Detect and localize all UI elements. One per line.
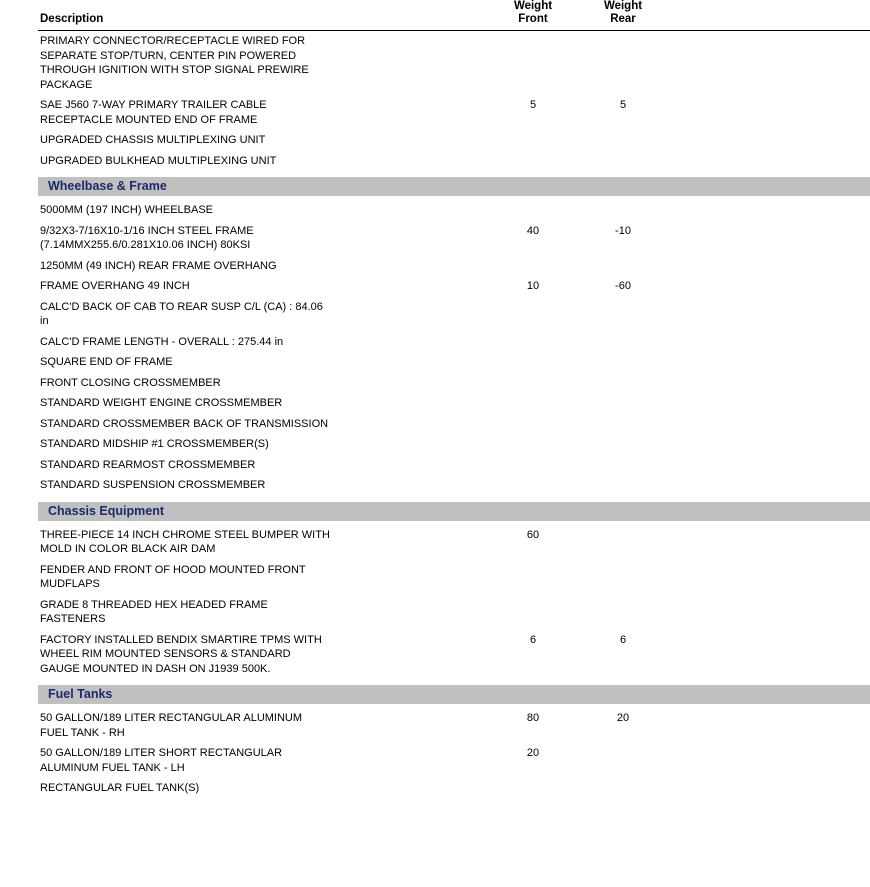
- row-spacer-cell: [0, 414, 38, 435]
- row-spacer-cell: [0, 743, 38, 778]
- row-description: CALC'D BACK OF CAB TO REAR SUSP C/L (CA) : 84.06 in: [40, 300, 323, 327]
- table-row: [0, 595, 870, 630]
- section-header-row: [0, 502, 870, 521]
- row-weight-front: 5: [529, 99, 537, 111]
- row-gap-cell: [338, 297, 488, 332]
- column-header-weight-front: [488, 0, 578, 30]
- row-description: FRONT CLOSING CROSSMEMBER: [40, 376, 221, 389]
- row-tail-cell: [668, 708, 870, 743]
- row-weight-rear: [578, 455, 668, 476]
- row-tail-cell: [668, 130, 870, 151]
- table-row: [0, 778, 870, 799]
- section-title: Chassis Equipment: [38, 502, 870, 521]
- section-header-row: [0, 685, 870, 704]
- table-row: [0, 200, 870, 221]
- row-tail-cell: [668, 256, 870, 277]
- table-row: [0, 95, 870, 130]
- row-weight-front: [488, 151, 578, 172]
- row-description: 1250MM (49 INCH) REAR FRAME OVERHANG: [40, 259, 277, 272]
- row-spacer-cell: [0, 434, 38, 455]
- row-gap-cell: [338, 630, 488, 680]
- row-description: UPGRADED BULKHEAD MULTIPLEXING UNIT: [40, 154, 277, 167]
- row-tail-cell: [668, 352, 870, 373]
- row-weight-front: [488, 373, 578, 394]
- row-tail-cell: [668, 297, 870, 332]
- row-weight-rear: [578, 332, 668, 353]
- row-spacer-cell: [0, 130, 38, 151]
- row-description: FACTORY INSTALLED BENDIX SMARTIRE TPMS WITH WHEEL RIM MOUNTED SENSORS & STANDARD GAUGE MOUNTED IN DASH ON J1939 500K.: [40, 633, 322, 675]
- row-tail-cell: [668, 434, 870, 455]
- row-gap-cell: [338, 595, 488, 630]
- row-gap-cell: [338, 475, 488, 496]
- row-weight-front: [488, 130, 578, 151]
- row-spacer-cell: [0, 332, 38, 353]
- row-gap-cell: [338, 525, 488, 560]
- column-header-weight-rear: [578, 0, 668, 30]
- row-description: STANDARD SUSPENSION CROSSMEMBER: [40, 479, 266, 491]
- row-spacer-cell: [0, 352, 38, 373]
- weight-rear-header-line1: Weight: [603, 0, 643, 12]
- section-left-pad: [0, 177, 38, 196]
- row-gap-cell: [338, 31, 488, 96]
- row-description: 9/32X3-7/16X10-1/16 INCH STEEL FRAME (7.14MMX255.6/0.281X10.06 INCH) 80KSI: [40, 224, 254, 251]
- table-row: [0, 393, 870, 414]
- row-gap-cell: [338, 373, 488, 394]
- row-weight-front: [488, 297, 578, 332]
- row-tail-cell: [668, 455, 870, 476]
- row-weight-front: [488, 595, 578, 630]
- row-tail-cell: [668, 414, 870, 435]
- row-description: UPGRADED CHASSIS MULTIPLEXING UNIT: [40, 134, 266, 146]
- table-row: [0, 475, 870, 496]
- row-spacer-cell: [0, 297, 38, 332]
- description-header-text: Description: [40, 13, 104, 25]
- row-weight-rear: [578, 31, 668, 96]
- table-body: [0, 31, 870, 799]
- table-row: [0, 414, 870, 435]
- row-weight-rear: [578, 475, 668, 496]
- row-weight-front: [488, 332, 578, 353]
- row-weight-front: 60: [526, 528, 540, 541]
- row-weight-rear: [578, 151, 668, 172]
- row-gap-cell: [338, 200, 488, 221]
- section-band-cell: [38, 502, 870, 521]
- row-weight-front: [488, 393, 578, 414]
- section-left-pad: [0, 685, 38, 704]
- row-weight-front: [488, 455, 578, 476]
- row-description: 50 GALLON/189 LITER RECTANGULAR ALUMINUM FUEL TANK - RH: [40, 712, 303, 739]
- row-weight-front: [488, 475, 578, 496]
- row-spacer-cell: [0, 595, 38, 630]
- row-weight-rear: 5: [619, 99, 627, 111]
- section-band-cell: [38, 177, 870, 196]
- row-tail-cell: [668, 525, 870, 560]
- row-weight-front: [488, 414, 578, 435]
- row-tail-cell: [668, 630, 870, 680]
- row-weight-rear: [578, 373, 668, 394]
- section-band-cell: [38, 685, 870, 704]
- section-header-row: [0, 177, 870, 196]
- row-description: GRADE 8 THREADED HEX HEADED FRAME FASTENERS: [40, 598, 268, 625]
- table-row: [0, 297, 870, 332]
- row-weight-rear: [578, 393, 668, 414]
- row-weight-rear: [578, 200, 668, 221]
- row-gap-cell: [338, 743, 488, 778]
- table-row: [0, 130, 870, 151]
- column-header-description: [38, 0, 338, 30]
- row-gap-cell: [338, 221, 488, 256]
- row-weight-rear: [578, 434, 668, 455]
- row-description: 50 GALLON/189 LITER SHORT RECTANGULAR ALUMINUM FUEL TANK - LH: [40, 747, 283, 774]
- row-gap-cell: [338, 151, 488, 172]
- row-gap-cell: [338, 332, 488, 353]
- row-gap-cell: [338, 434, 488, 455]
- row-gap-cell: [338, 455, 488, 476]
- row-description: STANDARD WEIGHT ENGINE CROSSMEMBER: [40, 397, 283, 409]
- table-row: [0, 332, 870, 353]
- row-tail-cell: [668, 31, 870, 96]
- row-spacer-cell: [0, 475, 38, 496]
- row-weight-rear: [578, 595, 668, 630]
- table-row: [0, 151, 870, 172]
- row-weight-front: 40: [526, 224, 540, 237]
- row-weight-front: [488, 434, 578, 455]
- section-left-pad: [0, 502, 38, 521]
- section-title: Wheelbase & Frame: [38, 177, 870, 196]
- row-description: THREE-PIECE 14 INCH CHROME STEEL BUMPER WITH MOLD IN COLOR BLACK AIR DAM: [40, 528, 330, 555]
- row-spacer-cell: [0, 560, 38, 595]
- table-row: [0, 743, 870, 778]
- row-weight-rear: [578, 352, 668, 373]
- row-spacer-cell: [0, 393, 38, 414]
- table-row: [0, 276, 870, 297]
- header-tail-cell: [668, 0, 870, 30]
- row-spacer-cell: [0, 256, 38, 277]
- row-gap-cell: [338, 560, 488, 595]
- row-weight-rear: 6: [619, 633, 627, 646]
- row-spacer-cell: [0, 200, 38, 221]
- row-weight-rear: [578, 297, 668, 332]
- row-gap-cell: [338, 778, 488, 799]
- row-weight-front: [488, 352, 578, 373]
- row-tail-cell: [668, 276, 870, 297]
- row-spacer-cell: [0, 95, 38, 130]
- row-gap-cell: [338, 708, 488, 743]
- row-weight-rear: [578, 130, 668, 151]
- row-spacer-cell: [0, 221, 38, 256]
- row-weight-front: 80: [526, 712, 540, 724]
- row-weight-rear: [578, 560, 668, 595]
- row-gap-cell: [338, 276, 488, 297]
- row-description: RECTANGULAR FUEL TANK(S): [40, 782, 200, 794]
- row-tail-cell: [668, 373, 870, 394]
- row-tail-cell: [668, 743, 870, 778]
- row-tail-cell: [668, 221, 870, 256]
- table-row: [0, 352, 870, 373]
- row-gap-cell: [338, 352, 488, 373]
- row-tail-cell: [668, 393, 870, 414]
- table-row: [0, 525, 870, 560]
- table-header: [0, 0, 870, 31]
- row-description: SQUARE END OF FRAME: [40, 356, 173, 368]
- row-spacer-cell: [0, 151, 38, 172]
- header-gap-cell: [338, 0, 488, 30]
- header-spacer-cell: [0, 0, 38, 30]
- row-gap-cell: [338, 95, 488, 130]
- row-weight-front: [488, 778, 578, 799]
- row-spacer-cell: [0, 373, 38, 394]
- table-row: [0, 256, 870, 277]
- table-row: [0, 560, 870, 595]
- row-gap-cell: [338, 130, 488, 151]
- row-weight-rear: [578, 778, 668, 799]
- row-weight-front: [488, 31, 578, 96]
- row-weight-front: 20: [526, 747, 540, 759]
- row-description: STANDARD MIDSHIP #1 CROSSMEMBER(S): [40, 438, 269, 450]
- row-weight-rear: [578, 743, 668, 778]
- row-weight-rear: 20: [616, 712, 630, 724]
- row-gap-cell: [338, 393, 488, 414]
- row-description: FENDER AND FRONT OF HOOD MOUNTED FRONT MUDFLAPS: [40, 563, 306, 590]
- row-description: FRAME OVERHANG 49 INCH: [40, 280, 190, 292]
- row-spacer-cell: [0, 708, 38, 743]
- row-description: 5000MM (197 INCH) WHEELBASE: [40, 204, 213, 216]
- table-row: [0, 373, 870, 394]
- table-row: [0, 434, 870, 455]
- weight-front-header-line2: Front: [518, 13, 548, 25]
- row-spacer-cell: [0, 455, 38, 476]
- table-row: [0, 221, 870, 256]
- row-weight-rear: [578, 414, 668, 435]
- row-tail-cell: [668, 475, 870, 496]
- table-row: [0, 708, 870, 743]
- weight-front-header-line1: Weight: [513, 0, 553, 12]
- row-tail-cell: [668, 151, 870, 172]
- row-spacer-cell: [0, 630, 38, 680]
- row-gap-cell: [338, 414, 488, 435]
- row-description: STANDARD REARMOST CROSSMEMBER: [40, 458, 256, 471]
- row-description: CALC'D FRAME LENGTH - OVERALL : 275.44 in: [40, 335, 284, 348]
- row-tail-cell: [668, 95, 870, 130]
- row-tail-cell: [668, 332, 870, 353]
- row-weight-front: [488, 256, 578, 277]
- table-row: [0, 31, 870, 96]
- table-row: [0, 630, 870, 680]
- row-description: SAE J560 7-WAY PRIMARY TRAILER CABLE RECEPTACLE MOUNTED END OF FRAME: [40, 99, 267, 126]
- weight-rear-header-line2: Rear: [610, 13, 636, 25]
- row-weight-rear: -60: [615, 280, 631, 292]
- row-weight-rear: [578, 256, 668, 277]
- row-weight-front: 10: [526, 280, 540, 292]
- row-tail-cell: [668, 560, 870, 595]
- row-spacer-cell: [0, 276, 38, 297]
- row-gap-cell: [338, 256, 488, 277]
- row-weight-front: [488, 560, 578, 595]
- row-weight-rear: -10: [615, 224, 631, 237]
- row-weight-front: [488, 200, 578, 221]
- section-title: Fuel Tanks: [38, 685, 870, 704]
- row-description: PRIMARY CONNECTOR/RECEPTACLE WIRED FOR SEPARATE STOP/TURN, CENTER PIN POWERED THROUGH IGNITION WITH STOP SIGNAL PREWIRE PACKAGE: [40, 35, 309, 91]
- row-tail-cell: [668, 778, 870, 799]
- row-weight-front: 6: [529, 633, 537, 646]
- row-tail-cell: [668, 200, 870, 221]
- row-weight-rear: [578, 525, 668, 560]
- row-spacer-cell: [0, 31, 38, 96]
- row-tail-cell: [668, 595, 870, 630]
- row-spacer-cell: [0, 525, 38, 560]
- row-description: STANDARD CROSSMEMBER BACK OF TRANSMISSION: [40, 417, 329, 430]
- table-row: [0, 455, 870, 476]
- row-spacer-cell: [0, 778, 38, 799]
